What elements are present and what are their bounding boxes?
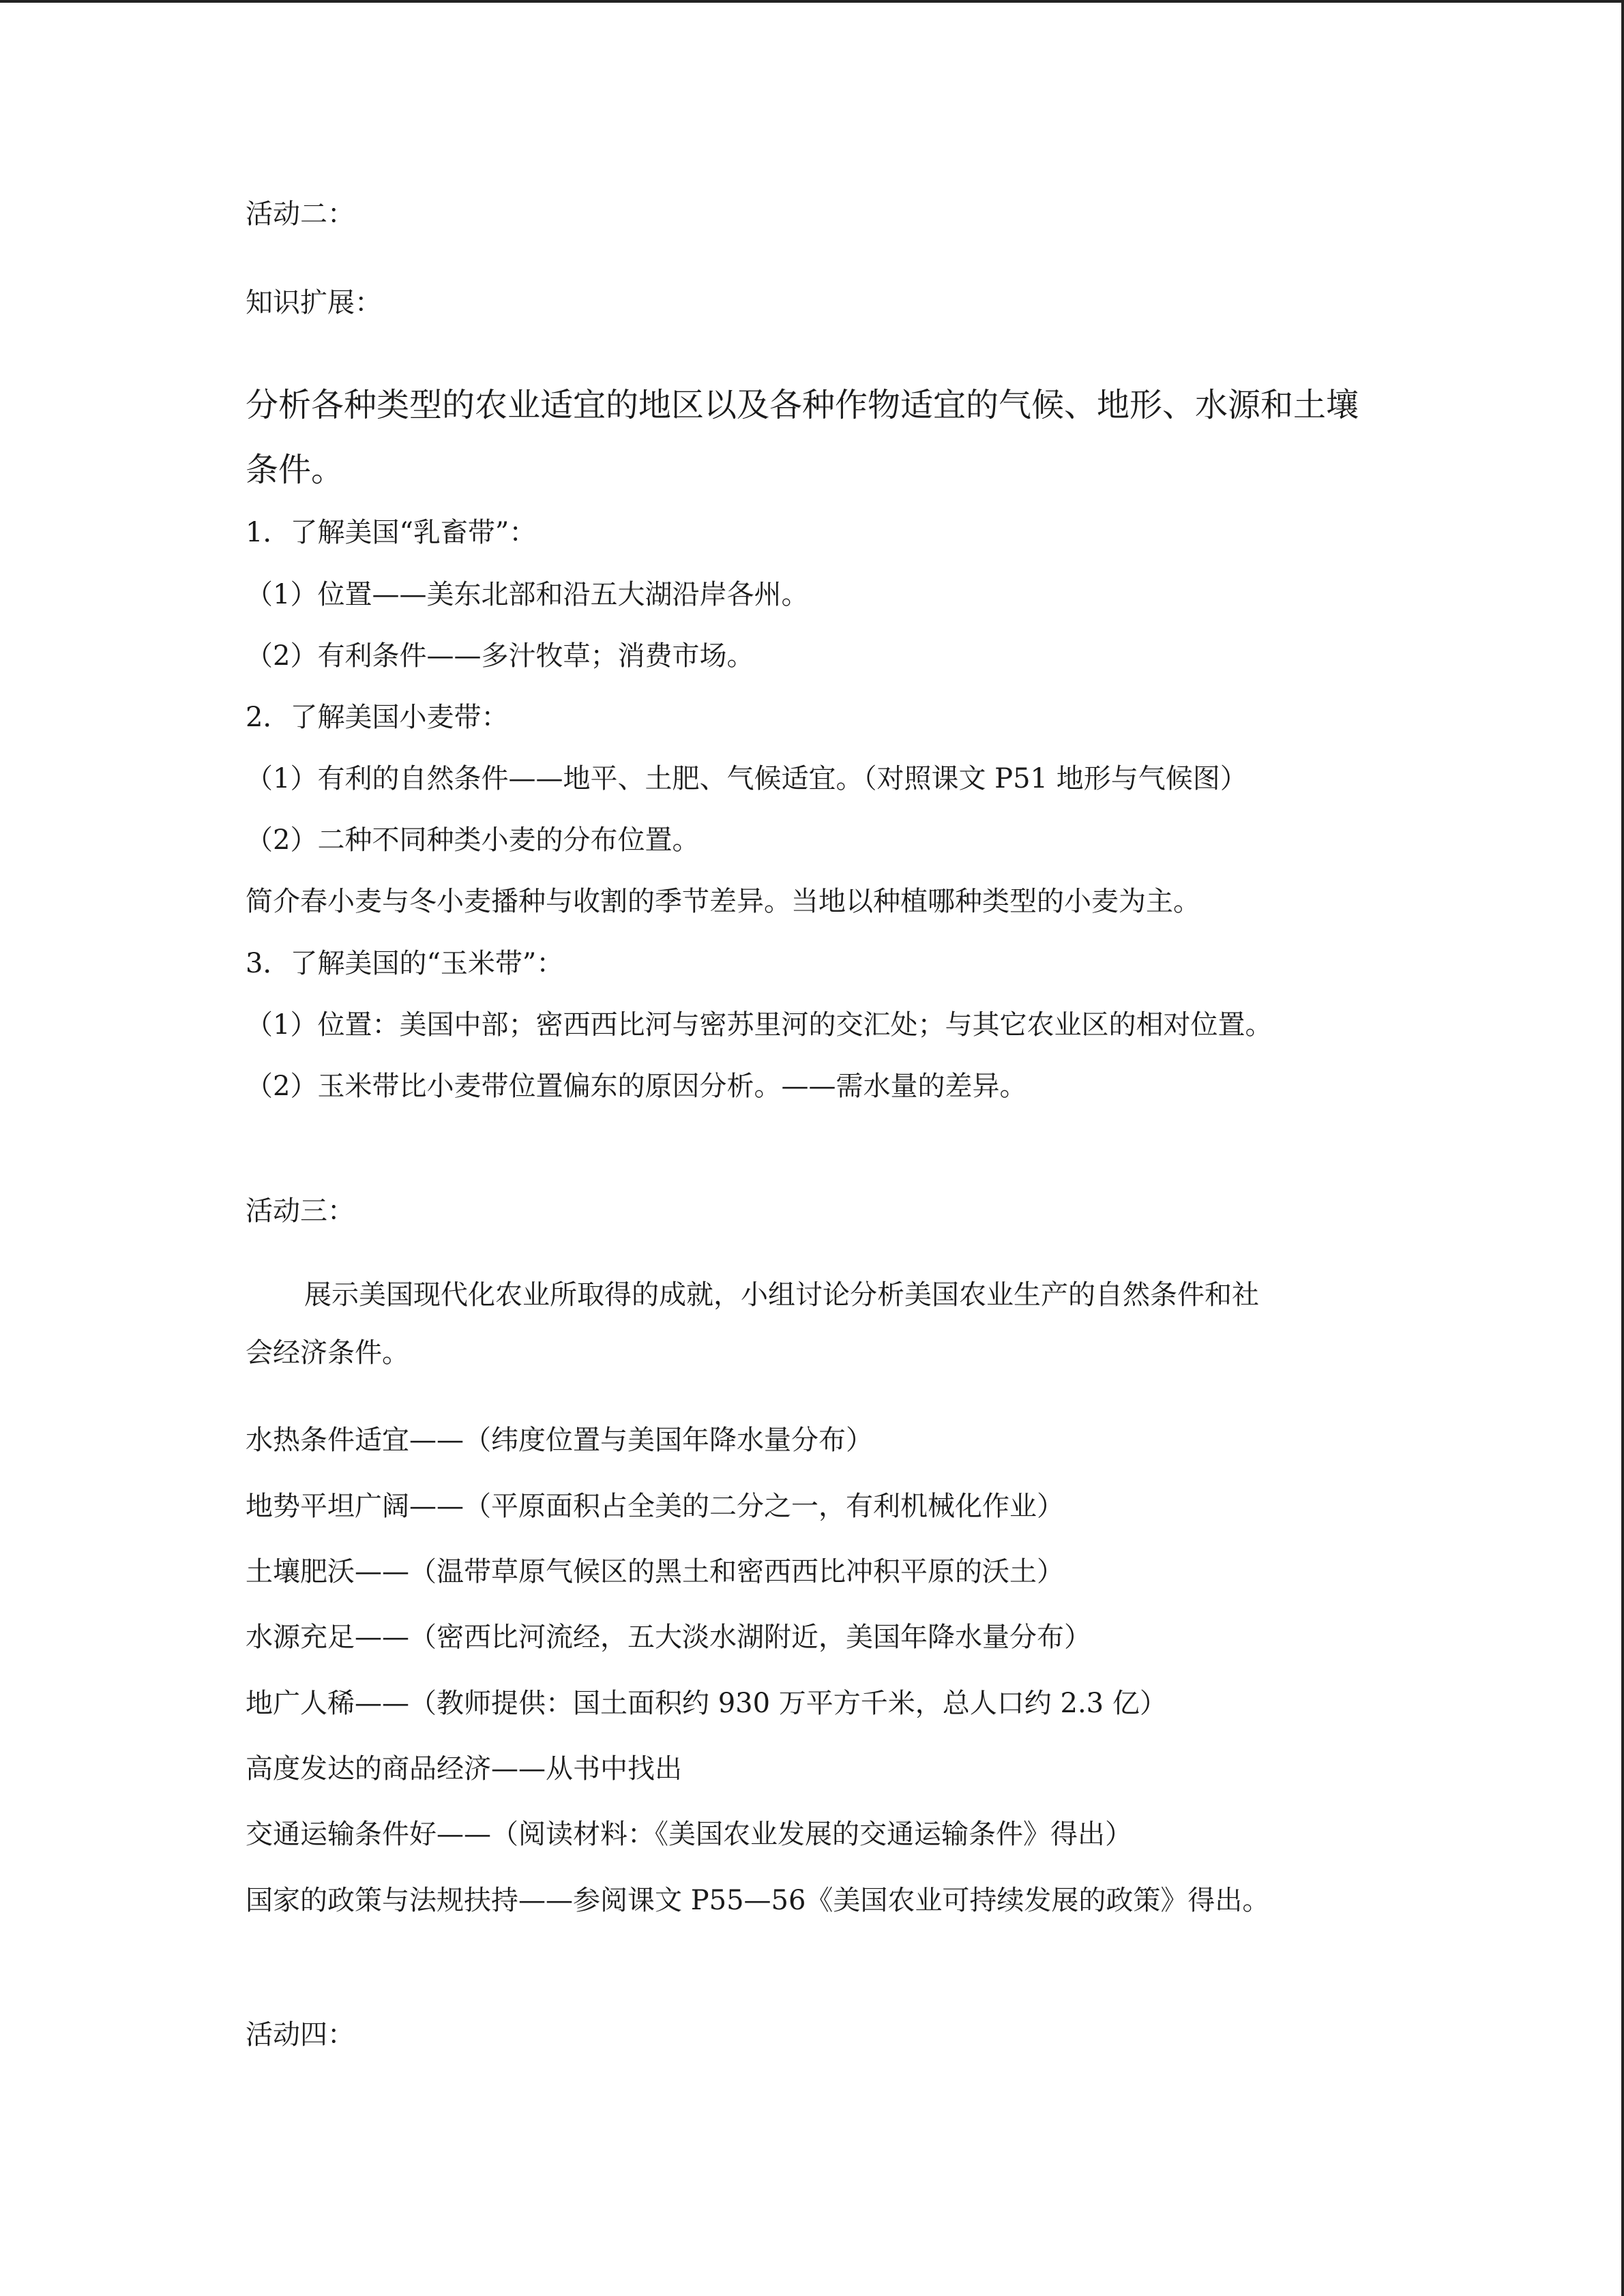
knowledge-heading: 知识扩展：	[246, 287, 382, 318]
activity3-paragraph-line-2: 会经济条件。	[246, 1337, 409, 1369]
condition-item: 交通运输条件好——（阅读材料：《美国农业发展的交通运输条件》得出）	[246, 1819, 1132, 1850]
corn-belt-item-2: （2）玉米带比小麦带位置偏东的原因分析。——需水量的差异。	[246, 1071, 1027, 1102]
dairy-belt-item-1: （1）位置——美东北部和沿五大湖沿岸各州。	[246, 579, 809, 610]
page-border-top	[0, 0, 1624, 3]
dairy-belt-title: 1．了解美国“乳畜带”：	[246, 517, 537, 548]
activity2-heading: 活动二：	[246, 198, 355, 230]
intro-line-1: 分析各种类型的农业适宜的地区以及各种作物适宜的气候、地形、水源和土壤	[246, 386, 1359, 424]
condition-item: 地势平坦广阔——（平原面积占全美的二分之一，有利机械化作业）	[246, 1491, 1064, 1522]
condition-item: 土壤肥沃——（温带草原气候区的黑土和密西西比冲积平原的沃土）	[246, 1556, 1064, 1587]
activity3-heading: 活动三：	[246, 1195, 355, 1227]
corn-belt-item-1: （1）位置：美国中部；密西西比河与密苏里河的交汇处；与其它农业区的相对位置。	[246, 1009, 1273, 1041]
condition-item: 高度发达的商品经济——从书中找出	[246, 1753, 682, 1785]
corn-belt-title: 3．了解美国的“玉米带”：	[246, 948, 564, 979]
wheat-belt-item-2: （2）二种不同种类小麦的分布位置。	[246, 824, 700, 856]
wheat-belt-item-1: （1）有利的自然条件——地平、土肥、气候适宜。（对照课文 P51 地形与气候图）	[246, 763, 1247, 794]
condition-item: 水热条件适宜——（纬度位置与美国年降水量分布）	[246, 1425, 873, 1456]
page-border-right	[1621, 0, 1624, 2296]
wheat-belt-title: 2．了解美国小麦带：	[246, 702, 509, 733]
dairy-belt-item-2: （2）有利条件——多汁牧草；消费市场。	[246, 640, 754, 672]
intro-line-2: 条件。	[246, 451, 344, 489]
activity4-heading: 活动四：	[246, 2019, 355, 2051]
condition-item: 水源充足——（密西比河流经，五大淡水湖附近，美国年降水量分布）	[246, 1622, 1091, 1653]
condition-item: 国家的政策与法规扶持——参阅课文 P55—56《美国农业可持续发展的政策》得出。	[246, 1885, 1270, 1916]
wheat-belt-note: 简介春小麦与冬小麦播种与收割的季节差异。当地以种植哪种类型的小麦为主。	[246, 886, 1200, 917]
activity3-paragraph-line-1: 展示美国现代化农业所取得的成就，小组讨论分析美国农业生产的自然条件和社	[304, 1279, 1259, 1311]
condition-item: 地广人稀——（教师提供：国土面积约 930 万平方千米，总人口约 2.3 亿）	[246, 1688, 1167, 1719]
